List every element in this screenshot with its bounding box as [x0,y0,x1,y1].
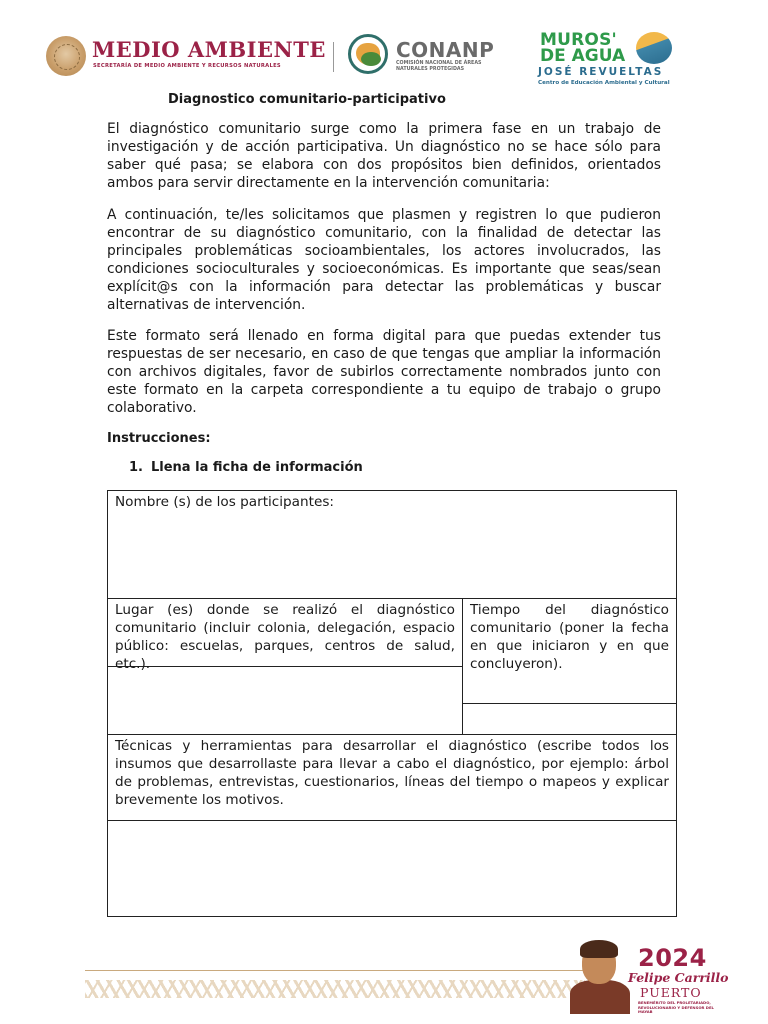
muros-line1: MUROS' [540,30,617,50]
techniques-label: Técnicas y herramientas para desarrollar el diagnóstico (escribe todos los insumos que desarrollaste para llevar a cabo el diagnóstico, por ejemplo: árbol de problemas, entrevistas, cuestionarios, líneas del tiempo o mapeos y explicar brevemente los motivos. [115,738,669,808]
request-paragraph: A continuación, te/les solicitamos que plasmen y registren lo que pudieron encontrar de su diagnóstico comunitario, con la finalidad de detectar las principales problemáticas socioambientales, los actores involucrados, las condiciones socioculturales y socioeconómicas. Es importante que seas/sean explícit@s con la información para detectar las problemáticas y buscar alternativas de intervención. [107,207,661,313]
document-title: Diagnostico comunitario-participativo [168,92,446,107]
portrait-illustration [568,938,634,1014]
landscape-icon [636,32,672,64]
muros-line2: DE AGUA [540,46,626,66]
intro-paragraph: El diagnóstico comunitario surge como la primera fase en un trabajo de investigación y de acción participativa. Un diagnóstico no se hace sólo para saber qué pasa; se elabora con dos propósitos bien definidos, orientados ambos para servir directamente en la intervención comunitaria: [107,121,661,191]
honoree-tagline: BENEMÉRITO DEL PROLETARIADO, REVOLUCIONARIO Y DEFENSOR DEL MAYAB [638,1000,714,1014]
step-number: 1. [129,460,143,475]
portrait-body [570,980,630,1014]
conanp-emblem-icon [348,34,388,74]
footer-line [85,970,585,971]
conanp-subtitle: COMISIÓN NACIONAL DE ÁREAS NATURALES PROTEGIDAS [396,61,482,72]
medio-ambiente-title: MEDIO AMBIENTE [92,37,326,62]
techniques-answer-field[interactable] [108,821,676,916]
participants-names-field[interactable] [108,491,676,599]
information-form [107,490,677,917]
portrait-hair [580,940,618,958]
medio-ambiente-subtitle: SECRETARÍA DE MEDIO AMBIENTE Y RECURSOS NATURALES [93,63,281,69]
honoree-name-line1: Felipe Carrillo [628,970,729,985]
conanp-logo [348,34,508,78]
honoree-name-line2: PUERTO [640,985,702,1000]
step-item [129,460,363,475]
muros-line3: JOSÉ REVUELTAS [538,66,664,78]
format-paragraph: Este formato será llenado en forma digital para que puedas extender tus respuestas de ser necesario, en caso de que tengas que ampliar la información con archivos digitales, favor de subirlos correctamente nombrados junto con este formato en la carpeta correspondiente a tu equipo de trabajo o grupo colaborativo. [107,328,661,416]
time-label: Tiempo del diagnóstico comunitario (poner la fecha en que iniciaron y en que concluyeron). [470,602,669,672]
year-text: 2024 [638,944,707,972]
medio-ambiente-logo [46,36,336,80]
participants-names-label: Nombre (s) de los participantes: [115,494,334,510]
place-answer-field[interactable] [108,667,463,735]
conanp-title: CONANP [396,38,495,62]
muros-line4: Centro de Educación Ambiental y Cultural [538,80,670,86]
techniques-label-cell [108,735,676,821]
time-label-cell [463,599,676,704]
place-label-cell [108,599,463,672]
page-header [0,0,768,92]
step-label: Llena la ficha de información [151,460,363,475]
muros-de-agua-logo [538,30,678,90]
instructions-heading: Instrucciones: [107,431,211,446]
national-seal-icon [46,36,86,76]
footer-pattern [85,980,585,998]
footer-decoration [85,970,585,1000]
time-answer-field[interactable] [463,704,676,735]
place-label: Lugar (es) donde se realizó el diagnóstico comunitario (incluir colonia, delegación, espacio público: escuelas, parques, centros de salud, etc.). [115,602,455,672]
year-logo [628,944,729,1019]
logo-divider [333,42,334,72]
